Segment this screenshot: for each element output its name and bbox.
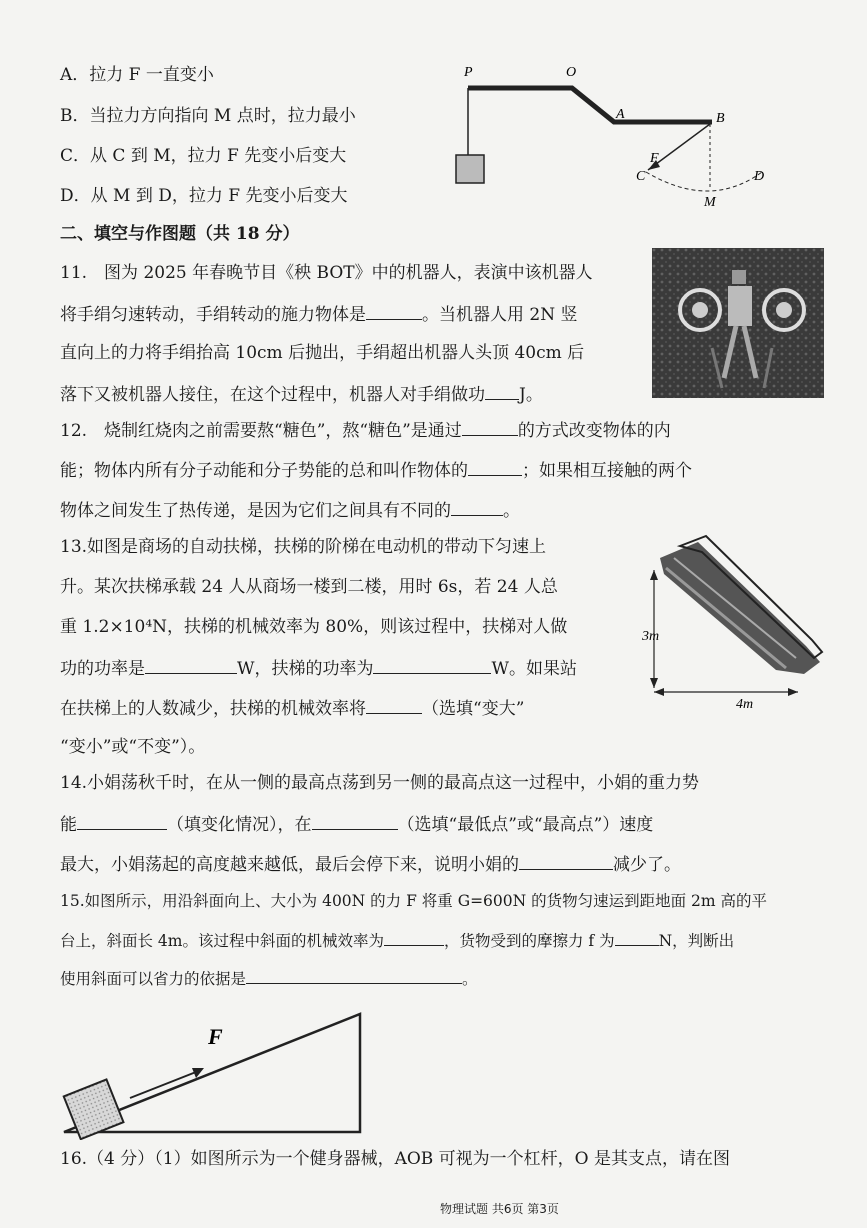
answer-blank[interactable] bbox=[485, 382, 519, 400]
answer-blank[interactable] bbox=[451, 498, 503, 516]
q13-line6: “变小”或“不变”）。 bbox=[60, 737, 206, 757]
q14-text-b: （填变化情况），在 bbox=[167, 815, 312, 835]
robot-photo bbox=[652, 248, 824, 398]
q13-text-e: （选填“变大” bbox=[422, 699, 525, 719]
q12-text-b: 的方式改变物体的内 bbox=[517, 421, 671, 441]
page-footer: 物理试题 共6页 第3页 bbox=[440, 1202, 559, 1216]
label-d: D bbox=[754, 169, 765, 184]
q14-line2 bbox=[60, 812, 653, 836]
option-c: C．从 C 到 M，拉力 F 先变小后变大 bbox=[60, 146, 347, 166]
q15-text-b: ，货物受到的摩擦力 f 为 bbox=[444, 932, 615, 950]
answer-blank[interactable] bbox=[519, 852, 613, 870]
answer-blank[interactable] bbox=[468, 458, 522, 476]
q15-text-a: 台上，斜面长 4m。该过程中斜面的机械效率为 bbox=[60, 932, 384, 950]
option-a: A．拉力 F 一直变小 bbox=[60, 65, 214, 85]
q12-text-e: 物体之间发生了热传递，是因为它们之间具有不同的 bbox=[60, 501, 451, 521]
q11-line3: 直向上的力将手绢抬高 10cm 后抛出，手绢超出机器人头顶 40cm 后 bbox=[60, 343, 585, 363]
answer-blank[interactable] bbox=[373, 656, 491, 674]
q13-line1: 13.如图是商场的自动扶梯，扶梯的阶梯在电动机的带动下匀速上 bbox=[60, 537, 547, 557]
q13-line5 bbox=[60, 696, 524, 720]
answer-blank[interactable] bbox=[312, 812, 398, 830]
section-heading: 二、填空与作图题（共 18 分） bbox=[60, 224, 300, 244]
q12-text-f: 。 bbox=[503, 501, 520, 521]
q15-text-d: 使用斜面可以省力的依据是 bbox=[60, 970, 247, 988]
q11-line4 bbox=[60, 382, 543, 406]
q14-text-a: 能 bbox=[60, 815, 77, 835]
q15-line1: 15.如图所示，用沿斜面向上、大小为 400N 的力 F 将重 G=600N 的货物匀速运到距地面 2m 高的平 bbox=[60, 892, 768, 910]
label-o: O bbox=[566, 65, 577, 80]
q15-line2 bbox=[60, 928, 734, 952]
q13-text-c: W。如果站 bbox=[491, 659, 577, 679]
q15-line3 bbox=[60, 966, 478, 990]
q11-line1: 11. 图为 2025 年春晚节目《秧 BOT》中的机器人，表演中该机器人 bbox=[60, 263, 593, 283]
answer-blank[interactable] bbox=[77, 812, 167, 830]
option-b: B．当拉力方向指向 M 点时，拉力最小 bbox=[60, 106, 356, 126]
q15-text-c: N，判断出 bbox=[658, 932, 735, 950]
q13-text-d: 在扶梯上的人数减少，扶梯的机械效率将 bbox=[60, 699, 366, 719]
q16-line1: 16.（4 分）（1）如图所示为一个健身器械，AOB 可视为一个杠杆，O 是其支点，请在图 bbox=[60, 1149, 731, 1169]
escalator-height: 3m bbox=[642, 629, 660, 644]
q13-line2: 升。某次扶梯承载 24 人从商场一楼到二楼，用时 6s，若 24 人总 bbox=[60, 577, 558, 597]
q11-text-a: 将手绢匀速转动，手绢转动的施力物体是 bbox=[60, 305, 366, 325]
force-label: F bbox=[208, 1024, 223, 1049]
q11-text-d: J。 bbox=[519, 385, 543, 405]
q12-text-c: 能；物体内所有分子动能和分子势能的总和叫作物体的 bbox=[60, 461, 468, 481]
q12-text-d: ；如果相互接触的两个 bbox=[522, 461, 692, 481]
escalator-length: 4m bbox=[736, 697, 754, 712]
q11-text-b: 。当机器人用 2N 竖 bbox=[422, 305, 578, 325]
q15-text-e: 。 bbox=[462, 970, 478, 988]
label-b: B bbox=[716, 111, 725, 126]
escalator-figure bbox=[636, 528, 836, 713]
label-a: A bbox=[616, 107, 625, 122]
label-c: C bbox=[636, 169, 646, 184]
label-f: F bbox=[650, 151, 659, 166]
q13-line4 bbox=[60, 656, 577, 680]
incline-figure bbox=[60, 1010, 370, 1140]
label-p: P bbox=[464, 65, 473, 80]
option-d: D．从 M 到 D，拉力 F 先变小后变大 bbox=[60, 186, 348, 206]
q14-text-d: 最大，小娟荡起的高度越来越低，最后会停下来，说明小娟的 bbox=[60, 855, 519, 875]
q14-text-e: 减少了。 bbox=[613, 855, 681, 875]
answer-blank[interactable] bbox=[366, 696, 422, 714]
q14-line1: 14.小娟荡秋千时，在从一侧的最高点荡到另一侧的最高点这一过程中，小娟的重力势 bbox=[60, 773, 700, 793]
q14-text-c: （选填“最低点”或“最高点”）速度 bbox=[397, 815, 654, 835]
q12-line2 bbox=[60, 458, 692, 482]
answer-blank[interactable] bbox=[145, 656, 237, 674]
q13-text-b: W，扶梯的功率为 bbox=[237, 659, 374, 679]
q14-line3 bbox=[60, 852, 681, 876]
q11-text-c: 落下又被机器人接住，在这个过程中，机器人对手绢做功 bbox=[60, 385, 485, 405]
q13-line3: 重 1.2×10⁴N，扶梯的机械效率为 80%，则该过程中，扶梯对人做 bbox=[60, 617, 568, 637]
q13-text-a: 功的功率是 bbox=[60, 659, 145, 679]
answer-blank[interactable] bbox=[462, 418, 518, 436]
answer-blank[interactable] bbox=[366, 302, 422, 320]
q12-line3 bbox=[60, 498, 520, 522]
q12-text-a: 12. 烧制红烧肉之前需要熬“糖色”，熬“糖色”是通过 bbox=[60, 421, 462, 441]
q11-line2 bbox=[60, 302, 578, 326]
label-m: M bbox=[704, 195, 716, 210]
answer-blank[interactable] bbox=[246, 966, 462, 984]
answer-blank[interactable] bbox=[384, 928, 444, 946]
q12-line1 bbox=[60, 418, 671, 442]
answer-blank[interactable] bbox=[615, 928, 659, 946]
lever-figure bbox=[450, 60, 780, 220]
